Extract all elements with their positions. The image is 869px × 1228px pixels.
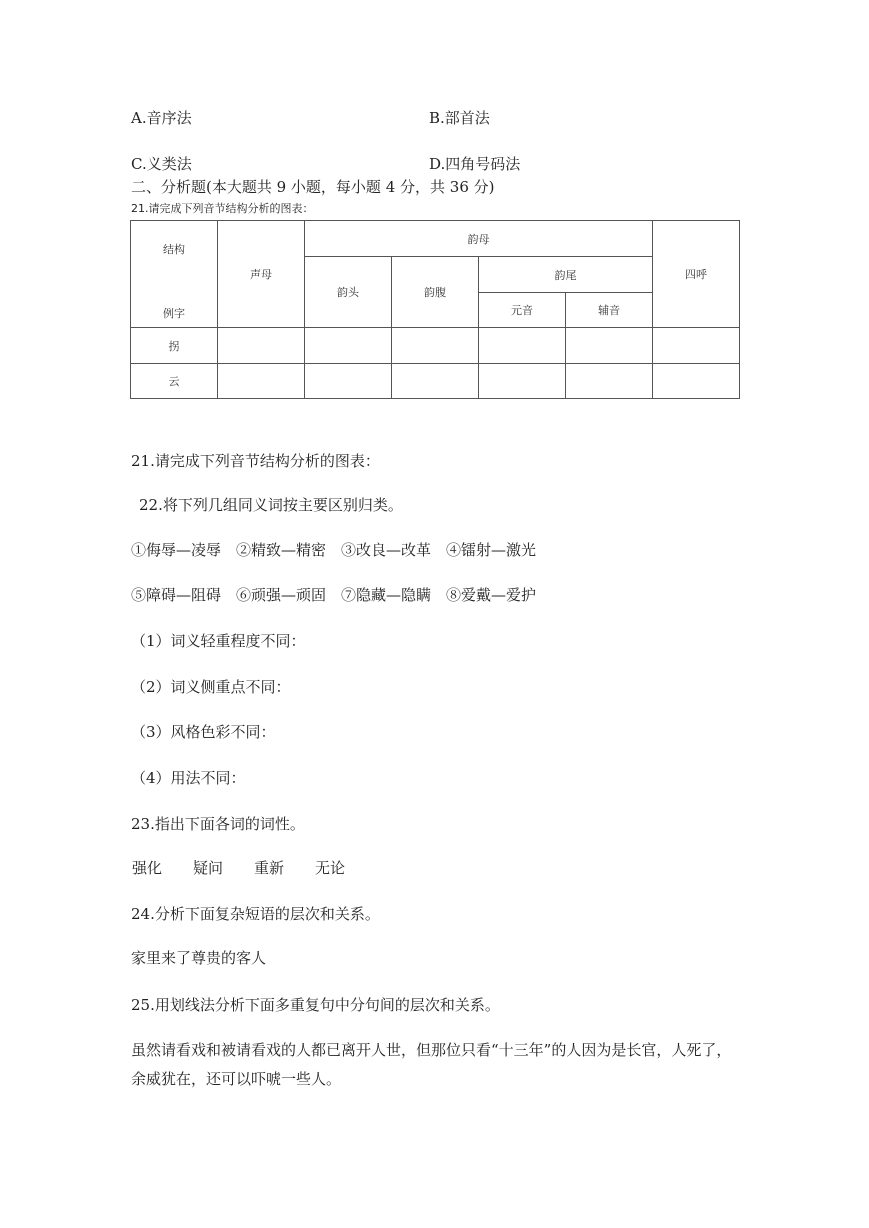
row-char: 拐 — [131, 328, 218, 364]
q23-word: 强化 — [132, 859, 163, 877]
option-b: B.部首法 — [429, 109, 490, 127]
q22-sub2: （2）词义侧重点不同： — [131, 678, 291, 696]
table-caption: 21.请完成下列音节结构分析的图表： — [131, 202, 314, 215]
q23-word: 无论 — [315, 859, 346, 877]
header-yunmu: 韵母 — [305, 221, 653, 257]
q23-title: 23.指出下面各词的词性。 — [131, 815, 305, 833]
header-yunwei: 韵尾 — [479, 257, 653, 293]
header-yunfu: 韵腹 — [392, 257, 479, 328]
q25-sentence-line2: 余威犹在，还可以吓唬一些人。 — [131, 1070, 342, 1088]
q25-title: 25.用划线法分析下面多重复句中分句间的层次和关系。 — [131, 996, 500, 1014]
q23-word: 重新 — [254, 859, 285, 877]
corner-example: 例字 — [163, 307, 185, 320]
corner-cell — [131, 221, 218, 328]
q25-sentence-line1: 虽然请看戏和被请看戏的人都已离开人世，但那位只看“十三年”的人因为是长官，人死了， — [131, 1041, 732, 1059]
table-row — [131, 364, 740, 399]
q22-line1: ①侮辱—凌辱 ②精致—精密 ③改良—改革 ④镭射—激光 — [131, 541, 537, 559]
corner-structure: 结构 — [163, 243, 185, 256]
header-sihu: 四呼 — [653, 221, 740, 328]
header-fuyin: 辅音 — [566, 293, 653, 328]
option-d: D.四角号码法 — [429, 155, 521, 173]
option-a: A.音序法 — [131, 109, 192, 127]
q24-phrase: 家里来了尊贵的客人 — [131, 949, 267, 967]
table-row — [131, 328, 740, 364]
q21-title: 21.请完成下列音节结构分析的图表： — [131, 452, 380, 470]
q22-sub1: （1）词义轻重程度不同： — [131, 632, 306, 650]
row-char: 云 — [131, 364, 218, 399]
header-shengmu: 声母 — [218, 221, 305, 328]
header-yuntou: 韵头 — [305, 257, 392, 328]
q23-word: 疑问 — [193, 859, 224, 877]
q24-title: 24.分析下面复杂短语的层次和关系。 — [131, 905, 380, 923]
q22-line2: ⑤障碍—阻碍 ⑥顽强—顽固 ⑦隐藏—隐瞒 ⑧爱戴—爱护 — [131, 586, 537, 604]
section-heading: 二、分析题(本大题共 9 小题，每小题 4 分，共 36 分) — [131, 178, 495, 196]
option-c: C.义类法 — [131, 155, 192, 173]
header-yuanyin: 元音 — [479, 293, 566, 328]
q22-title: 22.将下列几组同义词按主要区别归类。 — [139, 496, 403, 514]
q22-sub4: （4）用法不同： — [131, 769, 246, 787]
syllable-table — [130, 220, 740, 399]
q22-sub3: （3）风格色彩不同： — [131, 723, 276, 741]
